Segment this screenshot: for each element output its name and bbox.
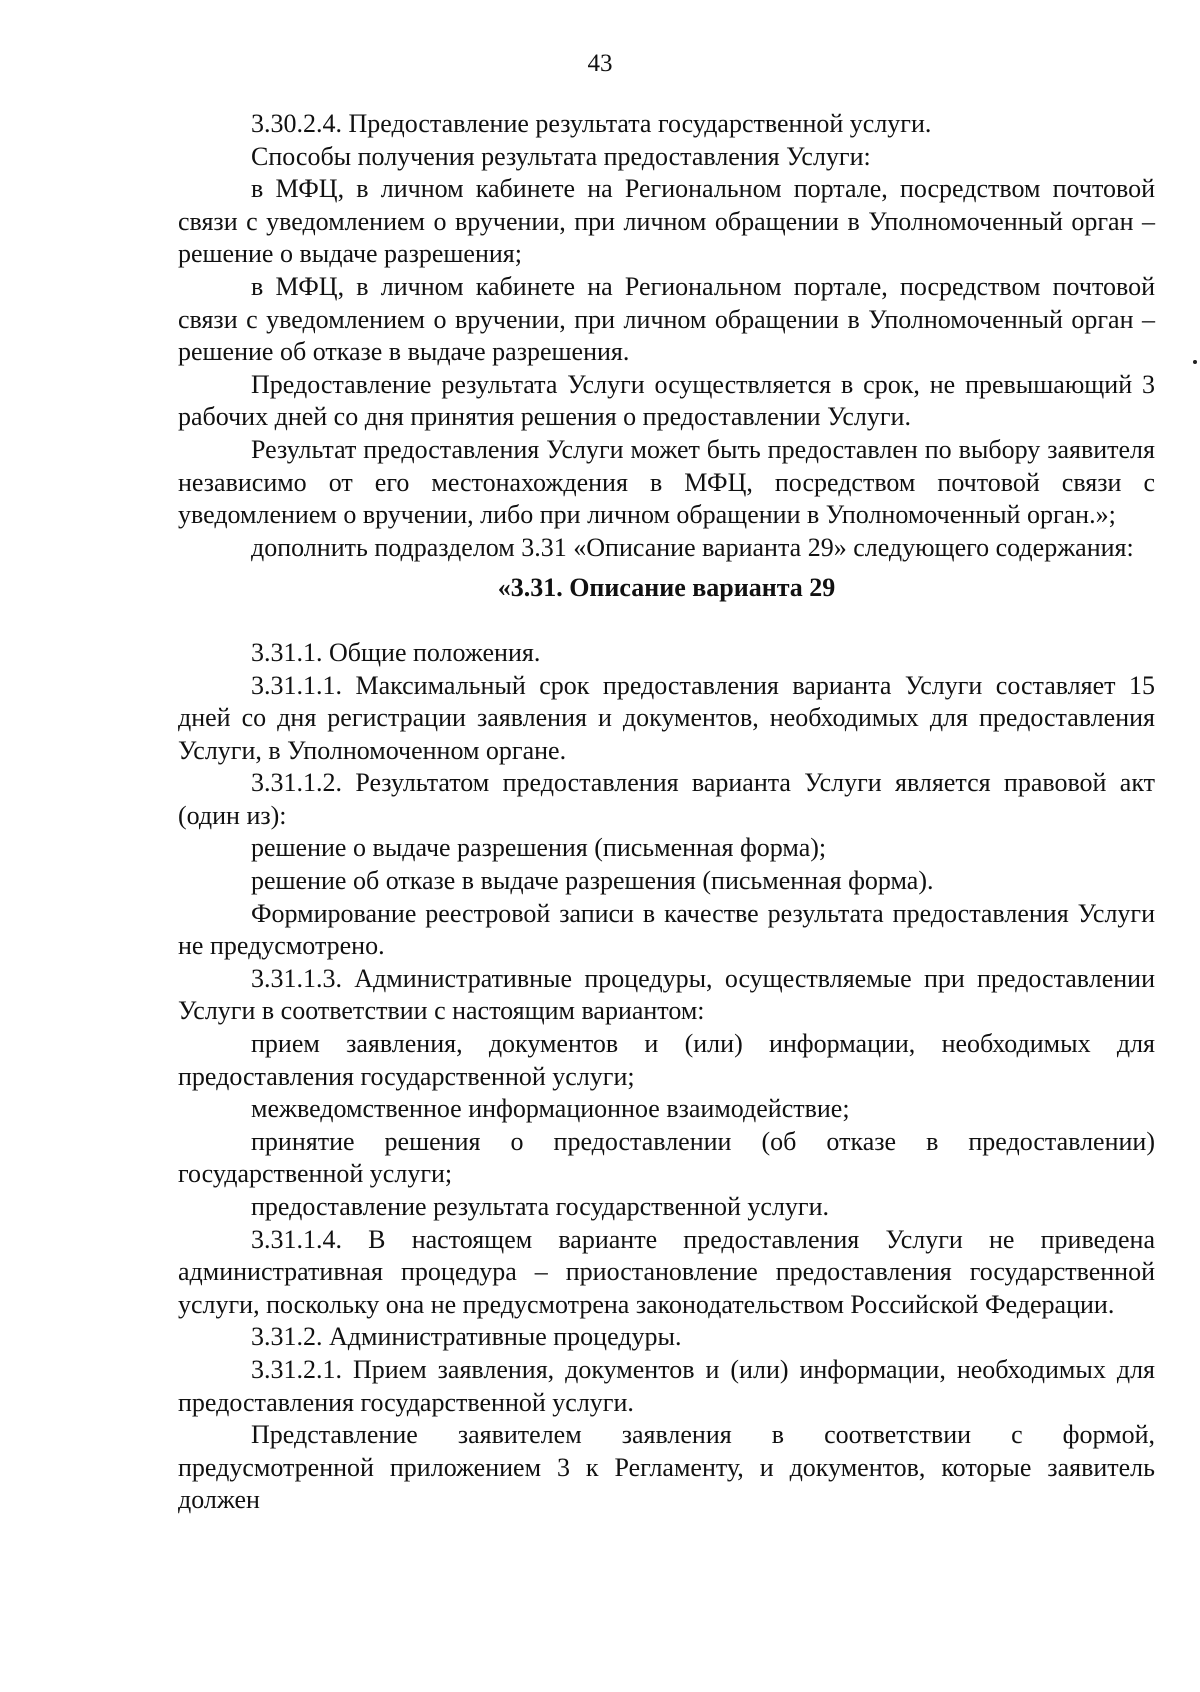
paragraph: 3.31.1.4. В настоящем варианте предоставления Услуги не приведена административная процедура – приостановление предоставления государственной услуги, поскольку она не предусмотрена законодательством Российской Федерации. [178,1224,1155,1319]
paragraph: в МФЦ, в личном кабинете на Региональном портале, посредством почтовой связи с уведомлением о вручении, при личном обращении в Уполномоченный орган – решение о выдаче разрешения; [178,174,1155,269]
paragraph: 3.31.2. Административные процедуры. [251,1322,682,1352]
paragraph: предоставление результата государственной услуги. [251,1192,830,1221]
scan-speck [1193,360,1197,364]
paragraph: решение о выдаче разрешения (письменная форма); [251,833,827,863]
paragraph: Предоставление результата Услуги осуществляется в срок, не превышающий 3 рабочих дней со дня принятия решения о предоставлении Услуги. [178,369,1155,432]
paragraph: 3.31.2.1. Прием заявления, документов и (или) информации, необходимых для предоставления государственной услуги. [178,1354,1155,1417]
paragraph: Формирование реестровой записи в качестве результата предоставления Услуги не предусмотрено. [178,898,1155,961]
paragraph: 3.31.1.3. Административные процедуры, осуществляемые при предоставлении Услуги в соответствии с настоящим вариантом: [178,963,1155,1026]
paragraph: 3.30.2.4. Предоставление результата государственной услуги. [251,109,932,138]
paragraph: в МФЦ, в личном кабинете на Региональном портале, посредством почтовой связи с уведомлением о вручении, при личном обращении в Уполномоченный орган – решение об отказе в выдаче разрешения. [178,271,1155,367]
paragraph: 3.31.1.1. Максимальный срок предоставления варианта Услуги составляет 15 дней со дня регистрации заявления и документов, необходимых для предоставления Услуги, в Уполномоченном органе. [178,670,1155,765]
paragraph: Результат предоставления Услуги может быть предоставлен по выбору заявителя независимо от его местонахождения в МФЦ, посредством почтовой связи с уведомлением о вручении, либо при личном обращении в Уполномоченный орган.»; [178,434,1155,530]
paragraph: Представление заявителем заявления в соответствии с формой, предусмотренной приложением 3 к Регламенту, и документов, которые заявитель должен [178,1420,1155,1515]
paragraph: принятие решения о предоставлении (об отказе в предоставлении) государственной услуги; [178,1126,1155,1189]
paragraph: решение об отказе в выдаче разрешения (письменная форма). [251,866,934,896]
paragraph: дополнить подразделом 3.31 «Описание варианта 29» следующего содержания: [251,532,1134,562]
page-number: 43 [587,50,613,77]
paragraph: 3.31.1.2. Результатом предоставления варианта Услуги является правовой акт (один из): [178,768,1155,830]
document-body [178,108,1155,1517]
paragraph: межведомственное информационное взаимодействие; [251,1094,850,1124]
paragraph: прием заявления, документов и (или) информации, необходимых для предоставления государственной услуги; [178,1029,1155,1091]
paragraph: Способы получения результата предоставления Услуги: [251,141,871,171]
paragraph: 3.31.1. Общие положения. [251,637,541,667]
section-heading: «3.31. Описание варианта 29 [497,573,836,603]
